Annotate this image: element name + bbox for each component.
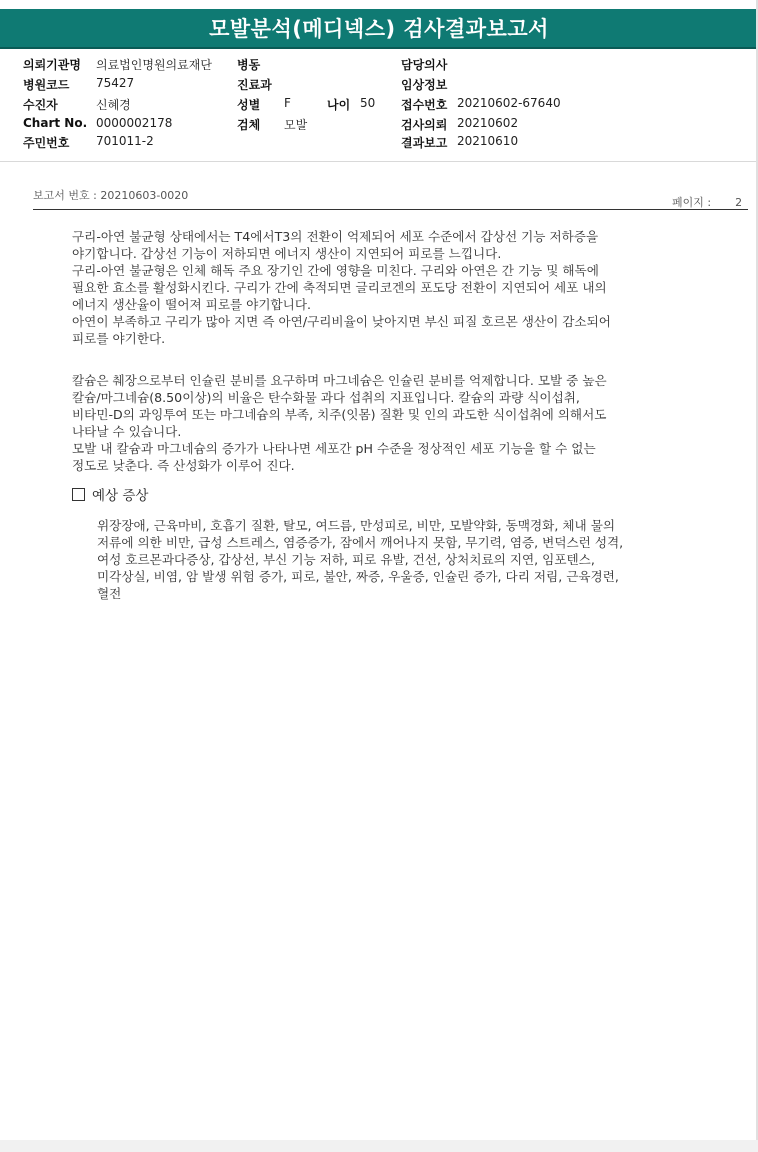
text-line: 정도로 낮춘다. 즉 산성화가 이루어 진다. bbox=[72, 458, 295, 473]
specimen-label: 검체 bbox=[237, 118, 261, 132]
text-line: 구리-아연 불균형 상태에서는 T4에서T3의 전환이 억제되어 세포 수준에서 갑상선 기능 저하증을 bbox=[72, 229, 599, 244]
text-line: 필요한 효소를 활성화시킨다. 구리가 간에 축적되면 글리코겐의 포도당 전환이 지연되어 세포 내의 bbox=[72, 280, 607, 295]
hospital-code-value: 75427 bbox=[96, 76, 135, 90]
text-line: 에너지 생산율이 떨어져 피로를 야기합니다. bbox=[72, 297, 311, 312]
text-line: 미각상실, 비염, 암 발생 위험 증가, 피로, 불안, 짜증, 우울증, 인슐린 증가, 다리 저림, 근육경련, bbox=[97, 569, 619, 584]
dept-label: 진료과 bbox=[237, 78, 272, 92]
report-date-value: 20210610 bbox=[457, 134, 519, 148]
paragraph-calcium-magnesium bbox=[72, 372, 722, 474]
chart-no-value: 0000002178 bbox=[96, 116, 173, 130]
text-line: 나타날 수 있습니다. bbox=[72, 424, 182, 439]
paragraph-copper-zinc bbox=[72, 228, 722, 347]
patient-info-block bbox=[0, 52, 758, 152]
page-number: 2 bbox=[735, 196, 743, 209]
text-line: 아연이 부족하고 구리가 많아 지면 즉 아연/구리비율이 낮아지면 부신 피질 호르몬 생산이 감소되어 bbox=[72, 314, 611, 329]
text-line: 야기합니다. 갑상선 기능이 저하되면 에너지 생산이 지연되어 피로를 느낍니다. bbox=[72, 246, 502, 261]
clinical-info-label: 임상정보 bbox=[401, 78, 448, 92]
institution-label: 의뢰기관명 bbox=[23, 58, 81, 72]
age-label: 나이 bbox=[327, 98, 351, 112]
chart-no-label: Chart No. bbox=[23, 116, 88, 130]
doctor-label: 담당의사 bbox=[401, 58, 448, 72]
specimen-value: 모발 bbox=[284, 118, 308, 132]
text-line: 혈전 bbox=[97, 586, 122, 601]
age-value: 50 bbox=[360, 96, 376, 110]
text-line: 비타민-D의 과잉투여 또는 마그네슘의 부족, 치주(잇몸) 질환 및 인의 과도한 식이섭취에 의해서도 bbox=[72, 407, 607, 422]
expected-symptoms-heading bbox=[72, 484, 148, 504]
header-divider bbox=[0, 161, 758, 162]
receipt-no-label: 접수번호 bbox=[401, 98, 448, 112]
request-date-label: 검사의뢰 bbox=[401, 118, 448, 132]
report-title: 모발분석(메디넥스) 검사결과보고서 bbox=[0, 9, 758, 49]
text-line: 저류에 의한 비만, 급성 스트레스, 염증증가, 잠에서 깨어나지 못함, 무기력, 염증, 변덕스런 성격, bbox=[97, 535, 624, 550]
top-strip bbox=[0, 0, 758, 9]
report-rule bbox=[33, 209, 748, 210]
sex-value: F bbox=[284, 96, 291, 110]
text-line: 구리-아연 불균형은 인체 해독 주요 장기인 간에 영향을 미친다. 구리와 아연은 간 기능 및 해독에 bbox=[72, 263, 599, 278]
text-line: 위장장애, 근육마비, 호흡기 질환, 탈모, 여드름, 만성피로, 비만, 모발약화, 동맥경화, 체내 물의 bbox=[97, 518, 616, 533]
request-date-value: 20210602 bbox=[457, 116, 519, 130]
report-number: 보고서 번호 : 20210603-0020 bbox=[33, 189, 189, 202]
patient-value: 신혜경 bbox=[96, 98, 131, 112]
text-line: 여성 호르몬과다증상, 갑상선, 부신 기능 저하, 피로 유발, 건선, 상처치료의 지연, 임포텐스, bbox=[97, 552, 595, 567]
symptoms-list bbox=[97, 517, 709, 602]
text-line: 칼슘/마그네슘(8.50이상)의 비율은 탄수화물 과다 섭취의 지표입니다. 칼슘의 과량 식이섭취, bbox=[72, 390, 580, 405]
sex-label: 성별 bbox=[237, 98, 261, 112]
resident-no-value: 701011-2 bbox=[96, 134, 154, 148]
text-line: 모발 내 칼슘과 마그네슘의 증가가 나타나면 세포간 pH 수준을 정상적인 세포 기능을 할 수 없는 bbox=[72, 441, 596, 456]
hospital-code-label: 병원코드 bbox=[23, 78, 70, 92]
report-date-label: 결과보고 bbox=[401, 136, 448, 150]
page-indicator bbox=[672, 194, 742, 210]
text-line: 피로를 야기한다. bbox=[72, 331, 166, 346]
section-title-text: 예상 증상 bbox=[92, 488, 149, 504]
receipt-no-value: 20210602-67640 bbox=[457, 96, 561, 110]
resident-no-label: 주민번호 bbox=[23, 136, 70, 150]
page-label: 페이지 : bbox=[672, 196, 712, 209]
patient-label: 수진자 bbox=[23, 98, 58, 112]
bottom-bar bbox=[0, 1140, 758, 1152]
ward-label: 병동 bbox=[237, 58, 261, 72]
text-line: 칼슘은 췌장으로부터 인슐린 분비를 요구하며 마그네슘은 인슐린 분비를 억제합니다. 모발 중 높은 bbox=[72, 373, 607, 388]
institution-value: 의료법인명원의료재단 bbox=[96, 58, 212, 72]
checkbox-icon bbox=[72, 488, 85, 501]
